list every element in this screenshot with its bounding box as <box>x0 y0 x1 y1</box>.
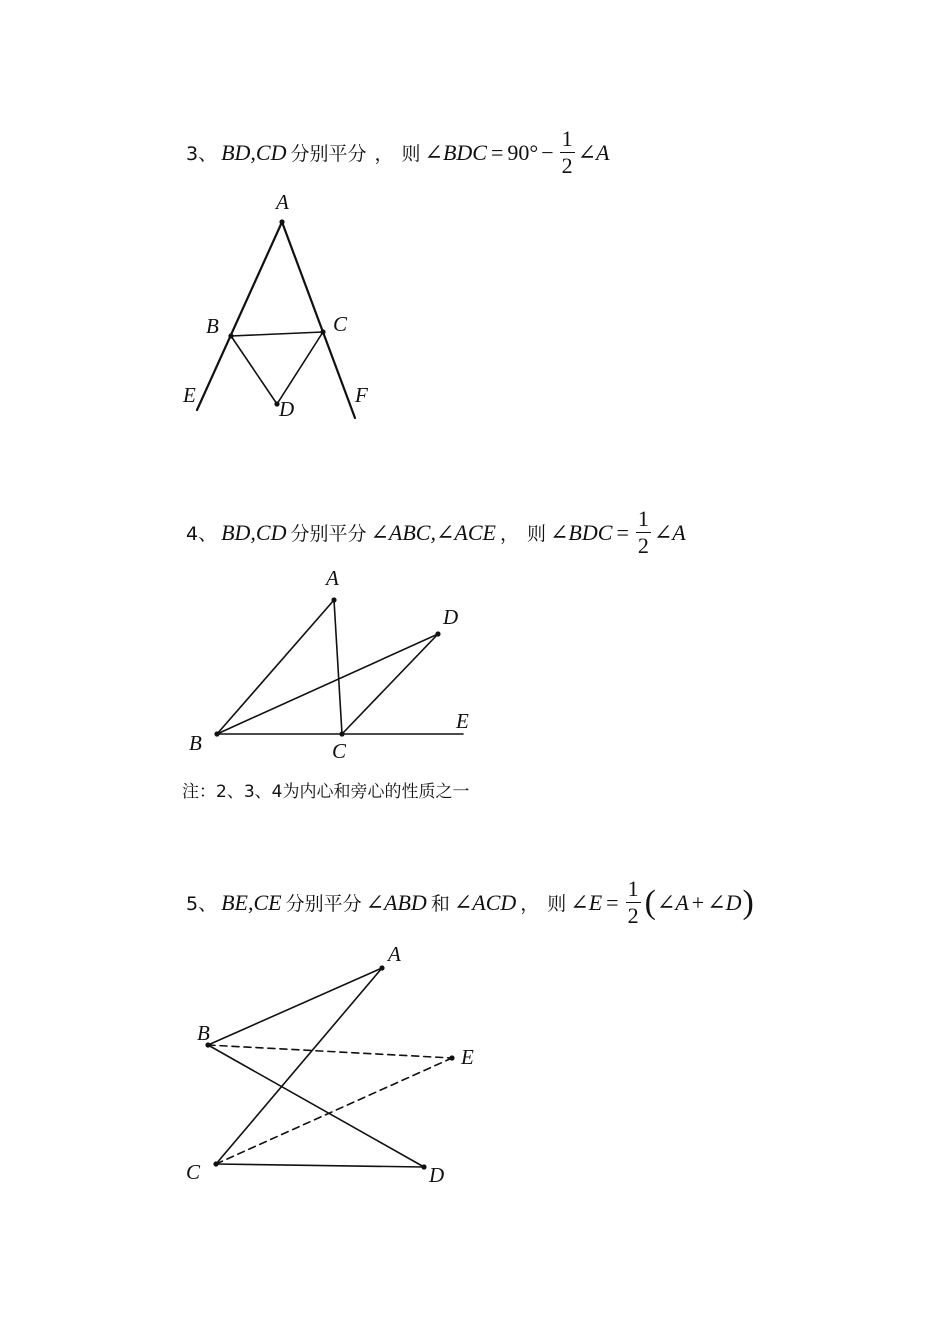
problem-4-given: BD,CD <box>221 519 287 545</box>
point-D <box>435 631 440 636</box>
problem-5-angle-2: ∠ACD <box>453 889 517 915</box>
point-C <box>320 329 325 334</box>
point-C <box>339 731 344 736</box>
figure-4 <box>217 600 463 734</box>
problem-3-index: 3、 <box>186 143 218 165</box>
problem-5-plus: + <box>691 889 705 915</box>
problem-5-angle-1: ∠ABD <box>365 889 427 915</box>
point-E <box>449 1055 454 1060</box>
label-3-F: F <box>355 383 368 407</box>
label-4-A: A <box>326 566 339 590</box>
problem-5-angle-d: ∠D <box>707 889 742 915</box>
problem-4-fraction-numerator: 1 <box>637 506 649 531</box>
segment-CD <box>216 1164 424 1167</box>
problem-5-fraction-numerator: 1 <box>627 876 639 901</box>
segment-CD <box>342 634 438 734</box>
problem-5-comma: ， <box>520 893 540 915</box>
segment-BD <box>217 634 438 734</box>
point-C <box>213 1161 218 1166</box>
problem-3-constant: 90° <box>507 139 539 165</box>
segment-BD <box>231 336 277 404</box>
label-3-D: D <box>279 397 295 421</box>
problem-5-equals: = <box>606 889 619 915</box>
problem-5-split-text: 分别平分 <box>285 893 362 915</box>
problem-3-minus: − <box>541 139 554 165</box>
label-3-C: C <box>333 312 348 336</box>
label-4-E: E <box>456 709 469 733</box>
segment-AC <box>334 600 342 734</box>
problem-4-index: 4、 <box>186 523 218 545</box>
point-A <box>279 219 284 224</box>
problem-5-paren-close: ) <box>742 883 754 921</box>
segment-BD <box>208 1045 424 1167</box>
problem-4-angle-lhs: ∠BDC <box>550 519 613 545</box>
label-5-B: B <box>197 1021 210 1045</box>
dashed-segment-BE <box>208 1045 452 1058</box>
problem-4-then: 则 <box>526 523 546 545</box>
problem-5-given: BE,CE <box>221 889 282 915</box>
segment-AC <box>216 968 382 1164</box>
note-text: 注：2、3、4为内心和旁心的性质之一 <box>182 782 470 802</box>
label-5-C: C <box>186 1160 201 1184</box>
problem-5-angle-lhs: ∠E <box>570 889 603 915</box>
label-5-A: A <box>388 942 401 966</box>
label-3-B: B <box>206 314 219 338</box>
point-A <box>379 965 384 970</box>
problem-5-fraction-denominator: 2 <box>627 903 639 928</box>
problem-3-given: BD,CD <box>221 139 287 165</box>
problem-5-angle-a: ∠A <box>656 889 689 915</box>
problem-5-paren-open: ( <box>644 883 656 921</box>
figure-5 <box>208 968 452 1167</box>
problem-4-angle-rhs: ∠A <box>653 519 686 545</box>
problem-3-fraction-denominator: 2 <box>561 153 573 178</box>
figure-3 <box>197 222 355 418</box>
point-D <box>421 1164 426 1169</box>
label-5-E: E <box>461 1045 474 1069</box>
problem-3-angle-rhs: ∠A <box>577 139 610 165</box>
label-4-B: B <box>189 731 202 755</box>
problem-4-equals: = <box>616 519 629 545</box>
problem-5-then: 则 <box>547 893 567 915</box>
segment-BA <box>208 968 382 1045</box>
problem-3-then: 则 <box>401 143 421 165</box>
figure-5-points <box>205 965 454 1169</box>
problem-3-split-text: 分别平分 <box>290 143 367 165</box>
problem-4-comma: ， <box>499 523 519 545</box>
segment-BA <box>217 600 334 734</box>
label-4-D: D <box>443 605 459 629</box>
label-4-C: C <box>332 739 347 763</box>
segment-CD <box>277 332 323 404</box>
problem-3-fraction-numerator: 1 <box>561 126 573 151</box>
figure-3-points <box>228 219 325 406</box>
problem-5-and: 和 <box>430 893 450 915</box>
problem-5-index: 5、 <box>186 893 218 915</box>
problem-3-equals: = <box>490 139 504 165</box>
dashed-segment-CE <box>216 1058 452 1164</box>
problem-3-angle-lhs: ∠BDC <box>424 139 487 165</box>
point-B <box>228 333 233 338</box>
point-B <box>214 731 219 736</box>
label-3-E: E <box>183 383 196 407</box>
problem-4-fraction-denominator: 2 <box>637 533 649 558</box>
segment-BC <box>231 332 323 336</box>
problem-3-comma: ， <box>374 143 394 165</box>
point-A <box>331 597 336 602</box>
label-3-A: A <box>276 190 289 214</box>
problem-4-angles: ∠ABC,∠ACE <box>370 519 496 545</box>
problem-4-split-text: 分别平分 <box>290 523 367 545</box>
label-5-D: D <box>429 1163 445 1187</box>
